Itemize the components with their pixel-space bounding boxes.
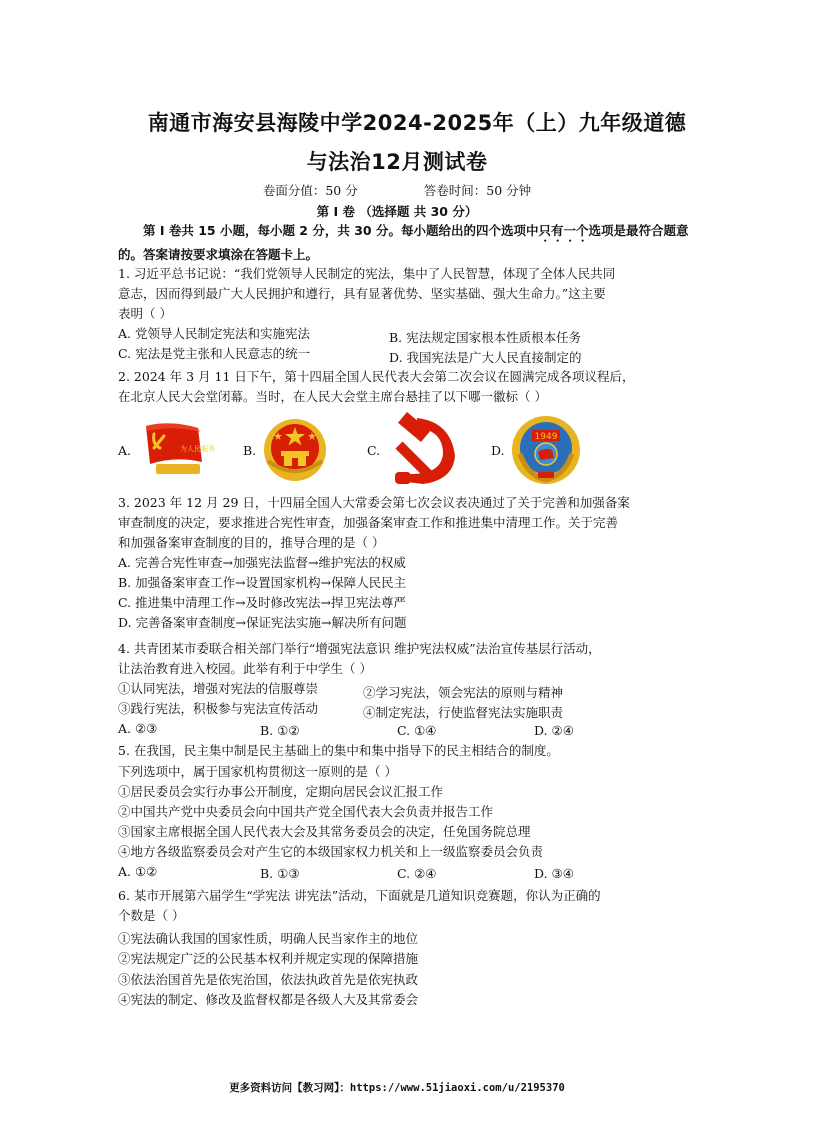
q1-option-a: A. 党领导人民制定宪法和实施宪法: [118, 326, 310, 341]
q4-item-1: ①认同宪法，增强对宪法的信服尊崇: [118, 681, 319, 696]
q6-item-2: ②宪法规定广泛的公民基本权利并规定实现的保障措施: [118, 951, 419, 966]
q3-option-b: B. 加强备案审查工作→设置国家机构→保障人民民主: [118, 575, 407, 590]
exam-title-line1: 南通市海安县海陵中学2024-2025年（上）九年级道德: [147, 111, 687, 135]
q5-item-4: ④地方各级监察委员会对产生它的本级国家权力机关和上一级监察委员会负责: [118, 844, 544, 859]
q2-option-a: A.: [118, 443, 132, 458]
q4-option-a: A. ②③: [118, 721, 158, 736]
q4-stem-line1: 4. 共青团某市委联合相关部门举行“增强宪法意识 维护宪法权威”法治宣传基层行活动，: [118, 641, 601, 656]
exam-title-line2: 与法治12月测试卷: [306, 150, 488, 174]
q1-stem-line1: 1. 习近平总书记说：“我们党领导人民制定的宪法，集中了人民智慧，体现了全体人民共同: [118, 266, 616, 281]
q6-item-4: ④宪法的制定、修改及监督权都是各级人大及其常委会: [118, 992, 419, 1007]
time-info: 答卷时间：50 分钟: [423, 183, 532, 198]
q4-option-b: B. ①②: [260, 723, 300, 738]
q1-option-b: B. 宪法规定国家根本性质根本任务: [389, 330, 582, 345]
q2-stem-line1: 2. 2024 年 3 月 11 日下午，第十四届全国人民代表大会第二次会议在圆满完成各项议程后，: [118, 369, 635, 384]
q5-stem-line2: 下列选项中，属于国家机构贯彻这一原则的是（ ）: [118, 764, 397, 779]
q5-item-1: ①居民委员会实行办事公开制度，定期向居民会议汇报工作: [118, 784, 444, 799]
q4-item-2: ②学习宪法，领会宪法的原则与精神: [363, 685, 564, 700]
footer-link[interactable]: 更多资料访问【教习网】：https://www.51jiaoxi.com/u/2195370: [229, 1082, 565, 1094]
q1-option-c: C. 宪法是党主张和人民意志的统一: [118, 346, 311, 361]
emphasis-dots: 只有一个: [538, 223, 589, 238]
q5-option-d: D. ③④: [534, 866, 574, 881]
q2-option-c: C.: [367, 443, 381, 458]
q3-stem-line2: 审查制度的决定，要求推进合宪性审查，加强备案审查工作和推进集中清理工作。关于完善: [118, 515, 619, 530]
q2-option-d: D.: [491, 443, 505, 458]
q4-item-3: ③践行宪法，积极参与宪法宣传活动: [118, 701, 319, 716]
exam-meta: [0, 181, 794, 199]
q6-item-3: ③依法治国首先是依宪治国，依法执政首先是依宪执政: [118, 972, 419, 987]
q1-stem-line3: 表明（ ）: [118, 306, 172, 321]
score-info: 卷面分值：50 分: [262, 183, 358, 198]
hammer-sickle-icon: [387, 410, 467, 490]
q5-option-a: A. ①②: [118, 864, 158, 879]
cppcc-emblem-icon: [510, 414, 582, 486]
q4-item-4: ④制定宪法，行使监督宪法实施职责: [363, 705, 564, 720]
q5-item-3: ③国家主席根据全国人民代表大会及其常务委员会的决定，任免国务院总理: [118, 824, 531, 839]
q6-stem-line2: 个数是（ ）: [118, 908, 185, 923]
q6-stem-line1: 6. 某市开展第六届学生“学宪法 讲宪法”活动，下面就是几道知识竞赛题，你认为正确的: [118, 888, 601, 903]
q3-stem-line1: 3. 2023 年 12 月 29 日，十四届全国人大常委会第七次会议表决通过了关于完善和加强备案: [118, 495, 630, 510]
q5-option-b: B. ①③: [260, 866, 300, 881]
section-heading: 第 I 卷 （选择题 共 30 分）: [316, 204, 478, 219]
national-emblem-icon: [262, 417, 328, 483]
q3-option-c: C. 推进集中清理工作→及时修改宪法→捍卫宪法尊严: [118, 595, 407, 610]
q1-stem-line2: 意志，因而得到最广大人民拥护和遵行，具有显著优势、坚实基础、强大生命力。”这主要: [118, 286, 606, 301]
q3-option-d: D. 完善备案审查制度→保证宪法实施→解决所有问题: [118, 615, 407, 630]
q3-stem-line3: 和加强备案审查制度的目的，推导合理的是（ ）: [118, 535, 385, 550]
q6-item-1: ①宪法确认我国的国家性质，明确人民当家作主的地位: [118, 931, 419, 946]
q4-stem-line2: 让法治教育进入校园。此举有利于中学生（ ）: [118, 661, 372, 676]
q2-option-b: B.: [243, 443, 257, 458]
q3-option-a: A. 完善合宪性审查→加强宪法监督→维护宪法的权威: [118, 555, 406, 570]
cppcc-year: 1949: [534, 432, 558, 442]
q2-stem-line2: 在北京人民大会堂闭幕。当时，在人民大会堂主席台悬挂了以下哪一徽标（ ）: [118, 389, 547, 404]
party-flag-emblem-icon: [140, 418, 215, 478]
q4-option-d: D. ②④: [534, 723, 574, 738]
section-instructions: 第 I 卷共 15 小题，每小题 2 分，共 30 分。每小题给出的四个选项中只有一个选项是最符合题意的。答案请按要求填涂在答题卡上。: [118, 223, 689, 262]
q5-item-2: ②中国共产党中央委员会向中国共产党全国代表大会负责并报告工作: [118, 804, 494, 819]
svg-text:为人民服务: 为人民服务: [180, 445, 215, 453]
q4-option-c: C. ①④: [397, 723, 437, 738]
q1-option-d: D. 我国宪法是广大人民直接制定的: [389, 350, 582, 365]
q5-option-c: C. ②④: [397, 866, 437, 881]
q5-stem-line1: 5. 在我国，民主集中制是民主基础上的集中和集中指导下的民主相结合的制度。: [118, 743, 559, 758]
